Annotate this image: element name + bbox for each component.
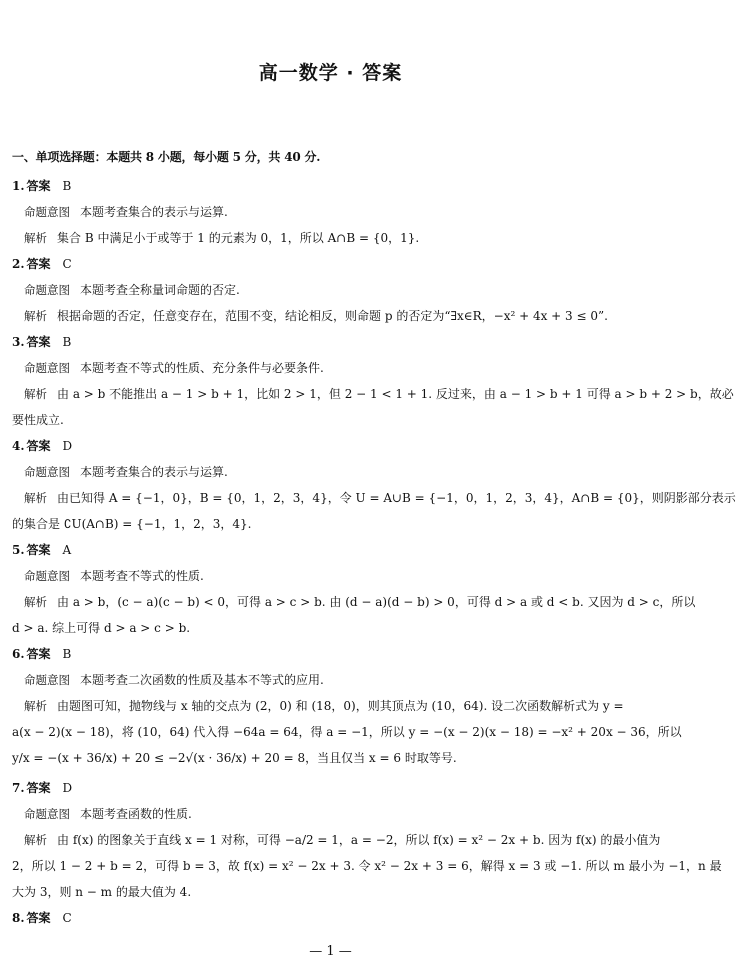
intent-row bbox=[12, 205, 648, 219]
intent-row bbox=[12, 807, 648, 821]
analysis-row bbox=[12, 833, 661, 847]
question-number: 5. bbox=[12, 543, 25, 557]
question-item bbox=[12, 257, 648, 323]
analysis-continuation: 的集合是 ∁U(A∩B) = {−1，1，2，3，4}. bbox=[12, 517, 252, 531]
analysis-label: 解析 bbox=[24, 491, 47, 505]
intent-text: 本题考查集合的表示与运算. bbox=[80, 465, 228, 479]
question-header bbox=[12, 781, 648, 795]
analysis-label: 解析 bbox=[24, 699, 47, 713]
question-item bbox=[12, 781, 722, 899]
question-item bbox=[12, 439, 736, 531]
analysis-row bbox=[12, 699, 648, 713]
answer-value: B bbox=[62, 179, 72, 193]
analysis-label: 解析 bbox=[24, 387, 47, 401]
analysis-continuation: 大为 3，则 n − m 的最大值为 4. bbox=[12, 885, 192, 899]
answer-label: 答案 bbox=[26, 647, 51, 661]
answer-label: 答案 bbox=[26, 781, 51, 795]
analysis-row bbox=[12, 231, 648, 245]
intent-label: 命题意图 bbox=[24, 673, 70, 687]
analysis-label: 解析 bbox=[24, 595, 47, 609]
answer-value: D bbox=[62, 781, 73, 795]
answer-value: B bbox=[62, 647, 72, 661]
analysis-row bbox=[12, 387, 734, 401]
question-number: 4. bbox=[12, 439, 25, 453]
analysis-text: 根据命题的否定，任意变存在，范围不变，结论相反，则命题 p 的否定为“∃x∈R，−x² + 4x + 3 ≤ 0”. bbox=[57, 309, 608, 323]
answer-value: C bbox=[62, 911, 72, 925]
page-title: 高一数学 · 答案 bbox=[258, 62, 403, 84]
question-number: 3. bbox=[12, 335, 25, 349]
question-item bbox=[12, 335, 734, 427]
question-header bbox=[12, 911, 648, 925]
analysis-label: 解析 bbox=[24, 833, 47, 847]
question-header bbox=[12, 647, 648, 661]
intent-text: 本题考查二次函数的性质及基本不等式的应用. bbox=[80, 673, 324, 687]
question-item bbox=[12, 911, 648, 925]
question-header bbox=[12, 439, 648, 453]
question-item bbox=[12, 179, 648, 245]
analysis-label: 解析 bbox=[24, 309, 47, 323]
question-number: 2. bbox=[12, 257, 25, 271]
intent-row bbox=[12, 569, 648, 583]
question-item bbox=[12, 543, 696, 635]
analysis-text: 由题图可知，抛物线与 x 轴的交点为 (2，0) 和 (18，0)，则其顶点为 (10，64). 设二次函数解析式为 y = bbox=[57, 699, 624, 713]
intent-text: 本题考查全称量词命题的否定. bbox=[80, 283, 240, 297]
analysis-formula: y/x = −(x + 36/x) + 20 ≤ −2√(x · 36/x) + 20 = 8，当且仅当 x = 6 时取等号. bbox=[12, 751, 457, 765]
intent-text: 本题考查函数的性质. bbox=[80, 807, 192, 821]
answer-label: 答案 bbox=[26, 911, 51, 925]
page-number: — 1 — bbox=[309, 944, 352, 959]
question-header bbox=[12, 543, 648, 557]
intent-row bbox=[12, 465, 648, 479]
intent-label: 命题意图 bbox=[24, 465, 70, 479]
question-number: 6. bbox=[12, 647, 25, 661]
question-list bbox=[12, 179, 736, 925]
intent-text: 本题考查不等式的性质、充分条件与必要条件. bbox=[80, 361, 324, 375]
answer-content bbox=[12, 148, 736, 937]
answer-value: C bbox=[62, 257, 72, 271]
analysis-continuation: d > a. 综上可得 d > a > c > b. bbox=[12, 621, 191, 635]
analysis-text: 由 a > b 不能推出 a − 1 > b + 1，比如 2 > 1，但 2 − 1 < 1 + 1. 反过来，由 a − 1 > b + 1 可得 a > b + 2 > b，故必 bbox=[57, 387, 734, 401]
intent-row bbox=[12, 361, 648, 375]
question-number: 1. bbox=[12, 179, 25, 193]
answer-label: 答案 bbox=[26, 439, 51, 453]
analysis-text: 由已知得 A = {−1，0}，B = {0，1，2，3，4}，令 U = A∪B = {−1，0，1，2，3，4}，A∩B = {0}，则阴影部分表示 bbox=[57, 491, 736, 505]
question-number: 8. bbox=[12, 911, 25, 925]
analysis-continuation: a(x − 2)(x − 18)，将 (10，64) 代入得 −64a = 64，得 a = −1，所以 y = −(x − 2)(x − 18) = −x² + 20x − 36，所以 bbox=[12, 725, 682, 739]
intent-text: 本题考查集合的表示与运算. bbox=[80, 205, 228, 219]
analysis-text: 由 a > b，(c − a)(c − b) < 0，可得 a > c > b. 由 (d − a)(d − b) > 0，可得 d > a 或 d < b. 又因为 d > c，所以 bbox=[57, 595, 696, 609]
answer-label: 答案 bbox=[26, 543, 51, 557]
answer-label: 答案 bbox=[26, 257, 51, 271]
analysis-continuation: 2，所以 1 − 2 + b = 2，可得 b = 3，故 f(x) = x² − 2x + 3. 令 x² − 2x + 3 = 6，解得 x = 3 或 −1. 所以 m 最小为 −1，n 最 bbox=[12, 859, 722, 873]
answer-label: 答案 bbox=[26, 179, 51, 193]
analysis-row bbox=[12, 595, 696, 609]
answer-value: D bbox=[62, 439, 73, 453]
analysis-label: 解析 bbox=[24, 231, 47, 245]
question-header bbox=[12, 335, 648, 349]
answer-label: 答案 bbox=[26, 335, 51, 349]
intent-label: 命题意图 bbox=[24, 205, 70, 219]
analysis-text: 由 f(x) 的图象关于直线 x = 1 对称，可得 −a/2 = 1，a = −2，所以 f(x) = x² − 2x + b. 因为 f(x) 的最小值为 bbox=[57, 833, 661, 847]
question-item bbox=[12, 647, 682, 765]
intent-label: 命题意图 bbox=[24, 807, 70, 821]
intent-label: 命题意图 bbox=[24, 283, 70, 297]
question-header bbox=[12, 257, 648, 271]
intent-text: 本题考查不等式的性质. bbox=[80, 569, 204, 583]
analysis-row bbox=[12, 491, 736, 505]
analysis-row bbox=[12, 309, 648, 323]
question-header bbox=[12, 179, 648, 193]
intent-label: 命题意图 bbox=[24, 361, 70, 375]
analysis-text: 集合 B 中满足小于或等于 1 的元素为 0，1，所以 A∩B = {0，1}. bbox=[57, 231, 420, 245]
intent-row bbox=[12, 673, 648, 687]
section-heading: 一、单项选择题：本题共 8 小题，每小题 5 分，共 40 分. bbox=[12, 150, 321, 164]
analysis-continuation: 要性成立. bbox=[12, 413, 64, 427]
answer-value: A bbox=[62, 543, 72, 557]
intent-row bbox=[12, 283, 648, 297]
question-number: 7. bbox=[12, 781, 25, 795]
intent-label: 命题意图 bbox=[24, 569, 70, 583]
answer-value: B bbox=[62, 335, 72, 349]
